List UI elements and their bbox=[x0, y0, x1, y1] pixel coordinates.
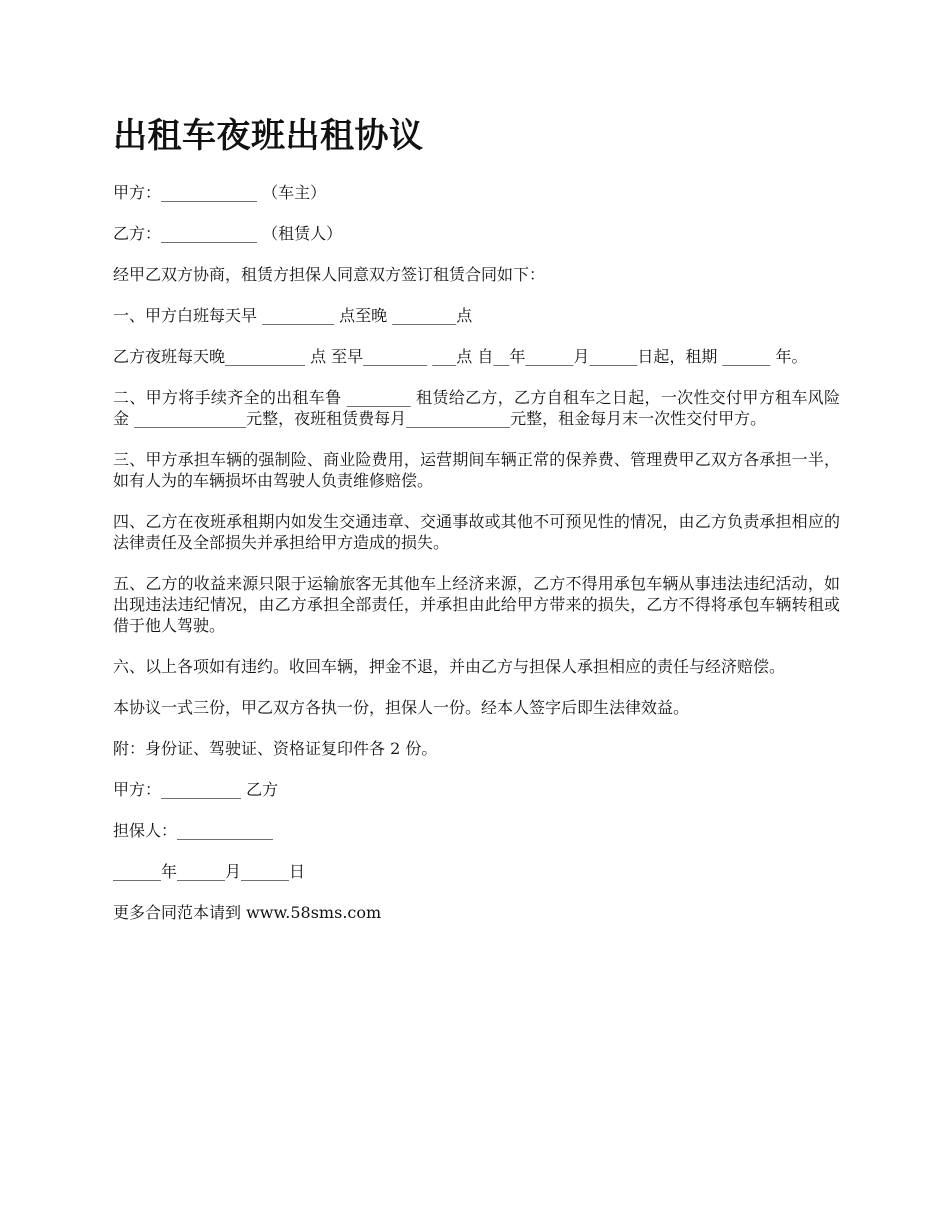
attachments-line: 附：身份证、驾驶证、资格证复印件各 2 份。 bbox=[113, 739, 438, 758]
clause-1-night-shift: 乙方夜班每天晚__________ 点 至早________ ___点 自__年______月______日起，租期 ______ 年。 bbox=[113, 347, 808, 366]
clause-2: 二、甲方将手续齐全的出租车鲁 ________ 租赁给乙方，乙方自租车之日起，一次性交付甲方租车风险金 ______________元整，夜班租赁费每月_____________元整，租金每月末一次性交付甲方。 bbox=[113, 388, 840, 428]
copies-clause: 本协议一式三份，甲乙双方各执一份，担保人一份。经本人签字后即生法律效益。 bbox=[113, 698, 690, 717]
clause-1-day-shift: 一、甲方白班每天早 _________ 点至晚 ________点 bbox=[113, 306, 473, 325]
intro-paragraph: 经甲乙双方协商，租赁方担保人同意双方签订租赁合同如下： bbox=[113, 265, 546, 284]
clause-4: 四、乙方在夜班承租期内如发生交通违章、交通事故或其他不可预见性的情况，由乙方负责承担相应的法律责任及全部损失并承担给甲方造成的损失。 bbox=[113, 512, 840, 552]
signature-party-a-b: 甲方：__________ 乙方 bbox=[113, 780, 279, 799]
document-title: 出租车夜班出租协议 bbox=[113, 116, 424, 156]
party-b-line: 乙方：____________ （租赁人） bbox=[113, 224, 343, 243]
document-page bbox=[113, 112, 840, 943]
clause-3: 三、甲方承担车辆的强制险、商业险费用，运营期间车辆正常的保养费、管理费甲乙双方各承担一半，如有人为的车辆损坏由驾驶人负责维修赔偿。 bbox=[113, 450, 840, 490]
clause-5: 五、乙方的收益来源只限于运输旅客无其他车上经济来源，乙方不得用承包车辆从事违法违纪活动，如出现违法违纪情况，由乙方承担全部责任，并承担由此给甲方带来的损失，乙方不得将承包车辆转租或借于他人驾驶。 bbox=[113, 574, 840, 635]
party-a-line: 甲方：____________ （车主） bbox=[113, 183, 327, 202]
signature-guarantor: 担保人：____________ bbox=[113, 821, 274, 840]
footer-note: 更多合同范本请到 www.58sms.com bbox=[113, 903, 382, 922]
clause-6: 六、以上各项如有违约。收回车辆，押金不退，并由乙方与担保人承担相应的责任与经济赔偿。 bbox=[113, 657, 786, 676]
signature-date: ______年______月______日 bbox=[113, 862, 306, 881]
